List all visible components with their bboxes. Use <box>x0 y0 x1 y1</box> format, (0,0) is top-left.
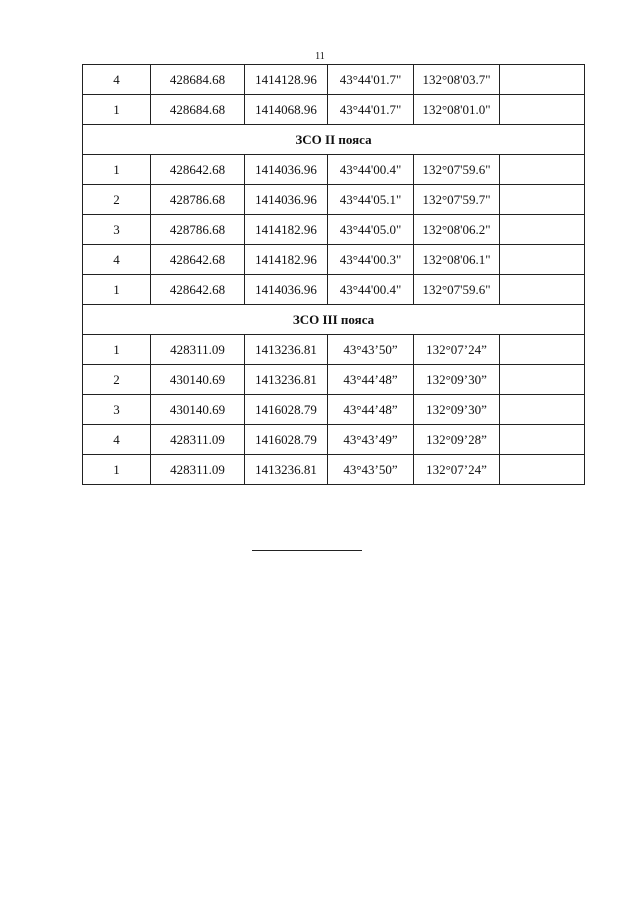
point-number-cell: 1 <box>83 155 151 185</box>
table-row <box>83 95 585 125</box>
section-title: ЗСО II пояса <box>83 125 585 155</box>
table-row <box>83 425 585 455</box>
longitude-cell: 132°07’24” <box>414 455 500 485</box>
x-coordinate-cell: 428786.68 <box>151 215 245 245</box>
latitude-cell: 43°44'05.0" <box>328 215 414 245</box>
x-coordinate-cell: 428786.68 <box>151 185 245 215</box>
point-number-cell: 2 <box>83 185 151 215</box>
section-header-row <box>83 305 585 335</box>
longitude-cell: 132°07'59.6" <box>414 275 500 305</box>
point-number-cell: 4 <box>83 245 151 275</box>
x-coordinate-cell: 430140.69 <box>151 365 245 395</box>
point-number-cell: 1 <box>83 275 151 305</box>
section-title: ЗСО III пояса <box>83 305 585 335</box>
table-row <box>83 65 585 95</box>
y-coordinate-cell: 1416028.79 <box>245 395 328 425</box>
longitude-cell: 132°08'06.1" <box>414 245 500 275</box>
x-coordinate-cell: 428311.09 <box>151 455 245 485</box>
table-row <box>83 365 585 395</box>
x-coordinate-cell: 428311.09 <box>151 425 245 455</box>
note-cell <box>500 275 585 305</box>
longitude-cell: 132°08'06.2" <box>414 215 500 245</box>
point-number-cell: 2 <box>83 365 151 395</box>
latitude-cell: 43°44'05.1" <box>328 185 414 215</box>
note-cell <box>500 155 585 185</box>
coordinates-table-body <box>83 65 585 485</box>
y-coordinate-cell: 1414068.96 <box>245 95 328 125</box>
note-cell <box>500 215 585 245</box>
point-number-cell: 1 <box>83 95 151 125</box>
point-number-cell: 4 <box>83 65 151 95</box>
point-number-cell: 4 <box>83 425 151 455</box>
note-cell <box>500 365 585 395</box>
point-number-cell: 1 <box>83 335 151 365</box>
point-number-cell: 3 <box>83 395 151 425</box>
note-cell <box>500 65 585 95</box>
longitude-cell: 132°07'59.6" <box>414 155 500 185</box>
table-row <box>83 245 585 275</box>
x-coordinate-cell: 428684.68 <box>151 95 245 125</box>
page-number: 11 <box>315 51 325 62</box>
latitude-cell: 43°43’50” <box>328 335 414 365</box>
section-header-row <box>83 125 585 155</box>
note-cell <box>500 395 585 425</box>
point-number-cell: 3 <box>83 215 151 245</box>
y-coordinate-cell: 1414036.96 <box>245 275 328 305</box>
x-coordinate-cell: 430140.69 <box>151 395 245 425</box>
latitude-cell: 43°44'00.4" <box>328 155 414 185</box>
note-cell <box>500 185 585 215</box>
y-coordinate-cell: 1414036.96 <box>245 155 328 185</box>
latitude-cell: 43°43’49” <box>328 425 414 455</box>
longitude-cell: 132°09’30” <box>414 365 500 395</box>
y-coordinate-cell: 1413236.81 <box>245 455 328 485</box>
table-row <box>83 215 585 245</box>
latitude-cell: 43°44'00.3" <box>328 245 414 275</box>
x-coordinate-cell: 428642.68 <box>151 275 245 305</box>
latitude-cell: 43°43’50” <box>328 455 414 485</box>
y-coordinate-cell: 1414036.96 <box>245 185 328 215</box>
longitude-cell: 132°09’28” <box>414 425 500 455</box>
x-coordinate-cell: 428642.68 <box>151 245 245 275</box>
latitude-cell: 43°44’48” <box>328 365 414 395</box>
note-cell <box>500 335 585 365</box>
longitude-cell: 132°07'59.7" <box>414 185 500 215</box>
table-row <box>83 155 585 185</box>
longitude-cell: 132°09’30” <box>414 395 500 425</box>
point-number-cell: 1 <box>83 455 151 485</box>
footer-divider <box>252 550 362 551</box>
note-cell <box>500 95 585 125</box>
longitude-cell: 132°08'03.7" <box>414 65 500 95</box>
latitude-cell: 43°44'01.7" <box>328 95 414 125</box>
latitude-cell: 43°44’48” <box>328 395 414 425</box>
y-coordinate-cell: 1413236.81 <box>245 335 328 365</box>
y-coordinate-cell: 1414128.96 <box>245 65 328 95</box>
note-cell <box>500 425 585 455</box>
latitude-cell: 43°44'00.4" <box>328 275 414 305</box>
latitude-cell: 43°44'01.7" <box>328 65 414 95</box>
table-row <box>83 395 585 425</box>
table-row <box>83 275 585 305</box>
table-row <box>83 185 585 215</box>
y-coordinate-cell: 1416028.79 <box>245 425 328 455</box>
coordinates-table <box>82 64 585 485</box>
x-coordinate-cell: 428311.09 <box>151 335 245 365</box>
note-cell <box>500 455 585 485</box>
y-coordinate-cell: 1414182.96 <box>245 245 328 275</box>
longitude-cell: 132°08'01.0" <box>414 95 500 125</box>
note-cell <box>500 245 585 275</box>
table-row <box>83 335 585 365</box>
y-coordinate-cell: 1413236.81 <box>245 365 328 395</box>
x-coordinate-cell: 428684.68 <box>151 65 245 95</box>
x-coordinate-cell: 428642.68 <box>151 155 245 185</box>
y-coordinate-cell: 1414182.96 <box>245 215 328 245</box>
longitude-cell: 132°07’24” <box>414 335 500 365</box>
table-row <box>83 455 585 485</box>
